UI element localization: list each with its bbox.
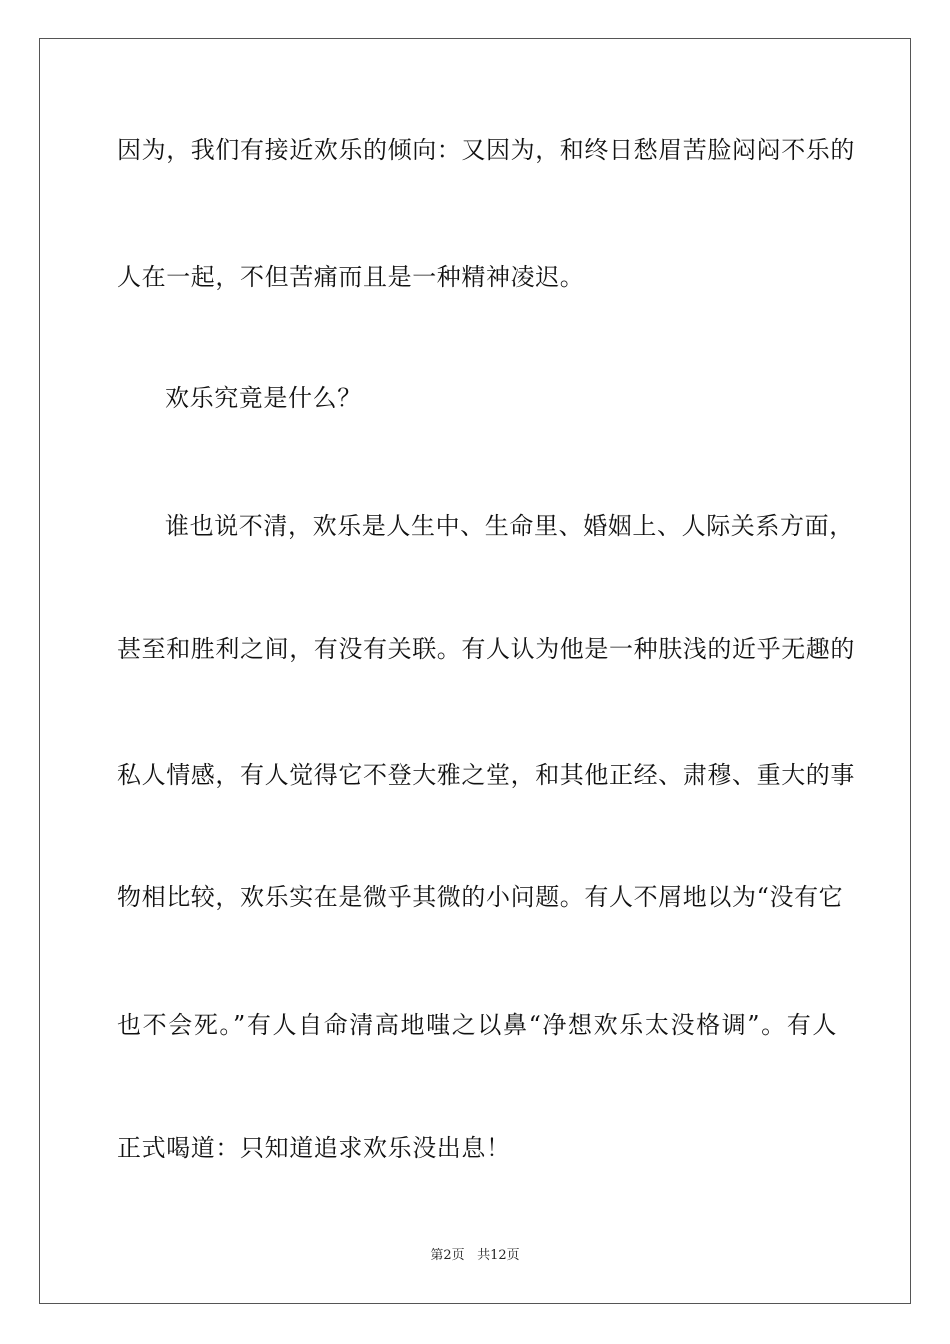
paragraph-line: 私人情感，有人觉得它不登大雅之堂，和其他正经、肃穆、重大的事 [117,761,855,789]
paragraph-line: 甚至和胜利之间，有没有关联。有人认为他是一种肤浅的近乎无趣的 [117,635,855,663]
page-total: 共12页 [477,1248,520,1263]
page-number: 第2页 [430,1248,465,1263]
page-border [39,38,911,1304]
footer-spacer [465,1248,477,1263]
paragraph-line: 人在一起，不但苦痛而且是一种精神凌迟。 [117,263,585,291]
paragraph-line: 物相比较，欢乐实在是微乎其微的小问题。有人不屑地以为“没有它 [117,883,844,911]
paragraph-line: 正式喝道：只知道追求欢乐没出息！ [117,1134,511,1162]
paragraph-line: 欢乐究竟是什么？ [165,384,362,412]
paragraph-line: 因为，我们有接近欢乐的倾向：又因为，和终日愁眉苦脸闷闷不乐的 [117,136,855,164]
paragraph-line: 也不会死。”有人自命清高地嗤之以鼻“净想欢乐太没格调”。有人 [117,1011,837,1039]
page-footer [0,1248,950,1264]
paragraph-line: 谁也说不清，欢乐是人生中、生命里、婚姻上、人际关系方面， [165,512,854,540]
